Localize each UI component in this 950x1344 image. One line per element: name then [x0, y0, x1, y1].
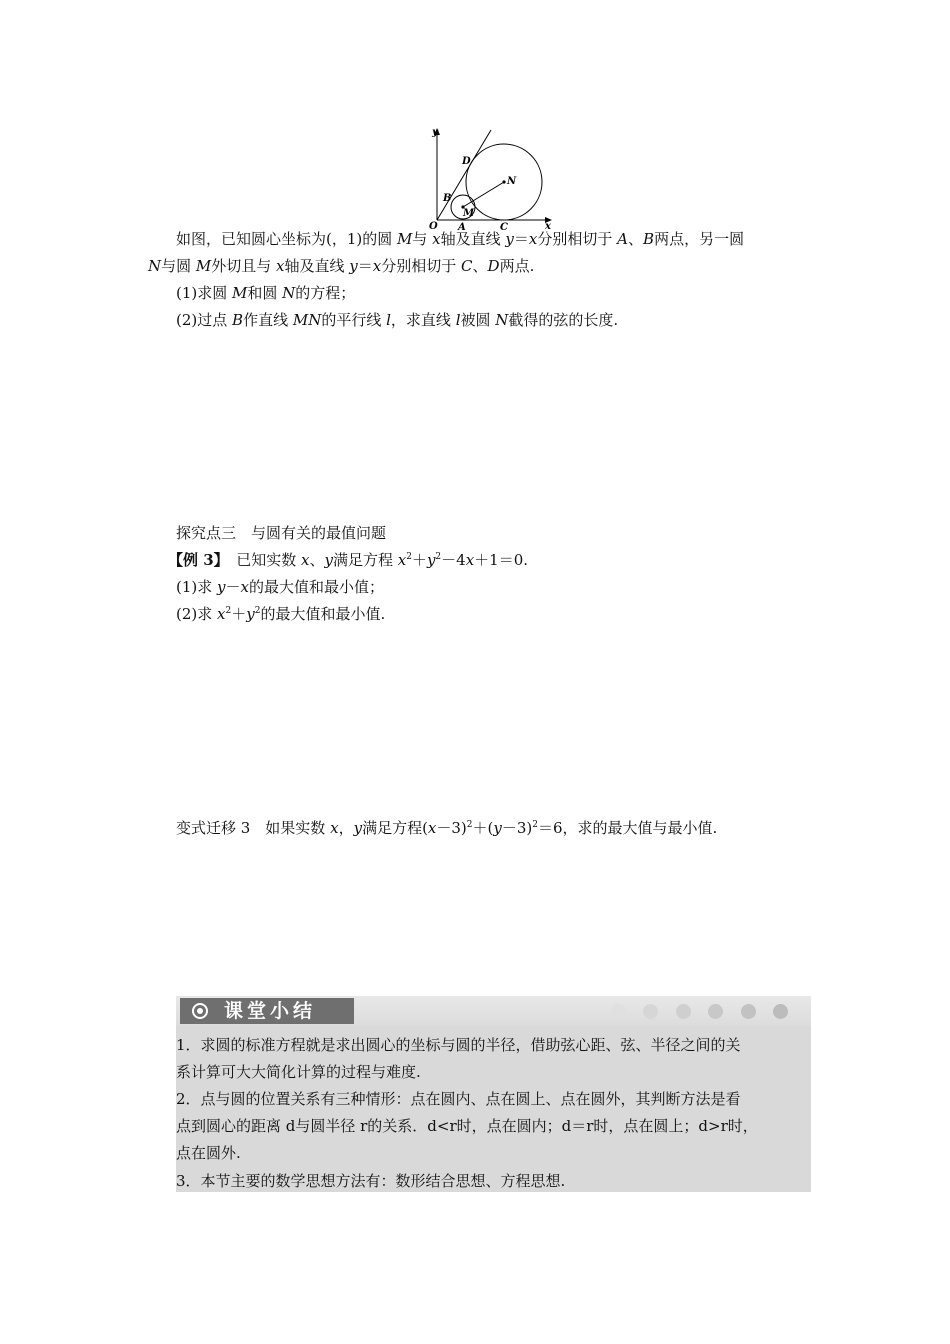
decor-dot-icon — [741, 1004, 756, 1019]
summary-line: 点到圆心的距离 d与圆半径 r的关系．d<r时，点在圆内；d＝r时，点在圆上；d>r时， — [176, 1117, 758, 1135]
summary-line: 2．点与圆的位置关系有三种情形：点在圆内、点在圆上、点在圆外，其判断方法是看 — [176, 1090, 741, 1108]
summary-line: 点在圆外. — [176, 1144, 241, 1162]
example-question-2: (2)求 $x^2+y^2$的最大值和最小值. — [176, 605, 386, 623]
circle-tangent-figure — [420, 124, 560, 232]
example-3: 【例 3】 已知实数 x、y满足方程 $x^2+y^2-4x+1=0$. — [168, 551, 529, 569]
bullet-ring-icon — [192, 1003, 208, 1019]
question-2: (2)过点 B作直线 MN的平行线 l，求直线 l被圆 N截得的弦的长度. — [176, 311, 619, 329]
label-M: M — [463, 208, 475, 219]
variant-3: 变式迁移 3 如果实数 x，y满足方程$(x-3)^2+(y-3)^2=6$，求的最大值与最小值. — [176, 819, 718, 837]
label-O: O — [429, 221, 438, 232]
label-A: A — [458, 222, 466, 232]
summary-line: 1．求圆的标准方程就是求出圆心的坐标与圆的半径，借助弦心距、弦、半径之间的关 — [176, 1036, 741, 1054]
decor-dot-icon — [773, 1004, 788, 1019]
section-3-title: 探究点三 与圆有关的最值问题 — [176, 524, 387, 542]
decor-dot-icon — [676, 1004, 691, 1019]
problem-line-2: N与圆 M外切且与 x轴及直线 y＝x分别相切于 C、D两点. — [148, 257, 535, 275]
summary-tab — [180, 998, 354, 1024]
label-B: B — [443, 193, 452, 204]
decor-dot-icon — [708, 1004, 723, 1019]
example-label: 【例 3】 — [168, 551, 222, 569]
label-D: D — [462, 156, 471, 167]
problem-text — [148, 226, 808, 334]
section-3 — [148, 520, 808, 628]
summary-line: 3．本节主要的数学思想方法有：数形结合思想、方程思想. — [176, 1172, 566, 1190]
decor-dot-icon — [643, 1004, 658, 1019]
decor-dot-icon — [611, 1004, 626, 1019]
summary-title: 课堂小结 — [224, 1000, 317, 1022]
example-question-1: (1)求 y－x的最大值和最小值； — [176, 578, 385, 596]
label-N: N — [507, 176, 517, 187]
label-x: x — [545, 221, 551, 232]
question-1: (1)求圆 M和圆 N的方程； — [176, 284, 356, 302]
problem-line-1: 如图，已知圆心坐标为(，1)的圆 M与 x轴及直线 y＝x分别相切于 A、B两点，另一圆 — [176, 230, 745, 248]
label-y: y — [432, 127, 438, 138]
label-C: C — [500, 222, 508, 232]
summary-line: 系计算可大大简化计算的过程与难度. — [176, 1063, 421, 1081]
